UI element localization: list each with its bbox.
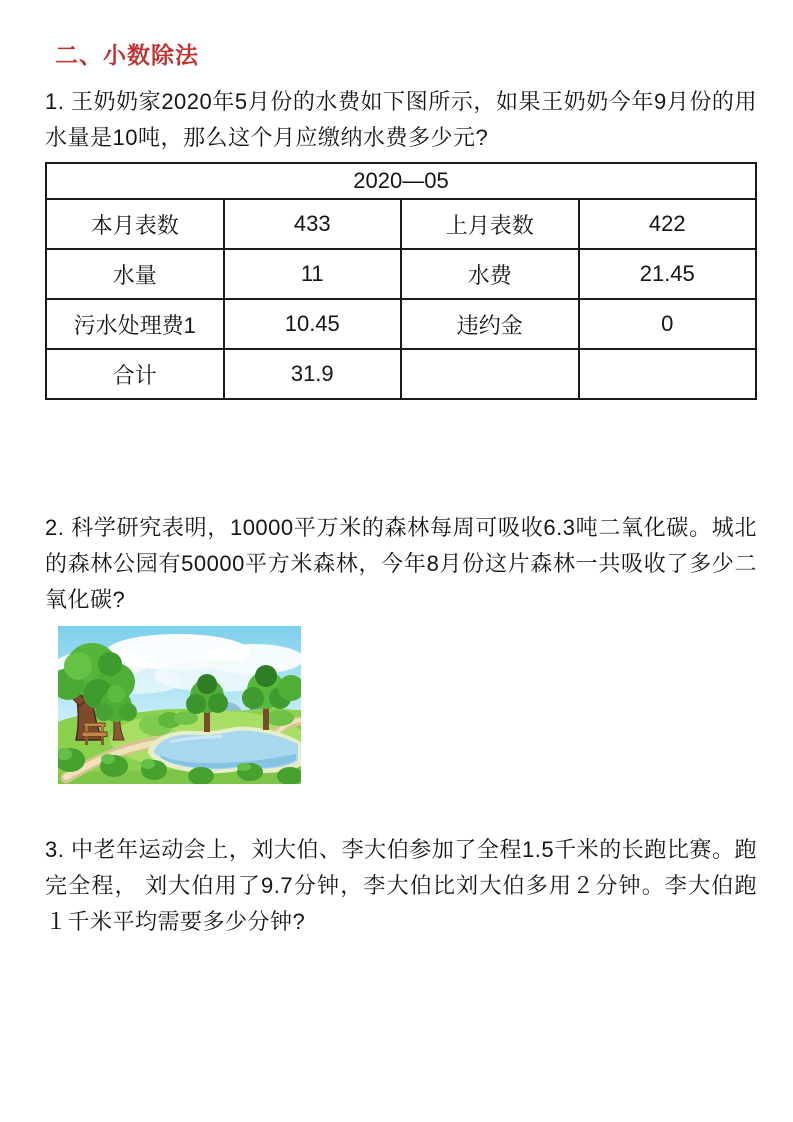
table-title: 2020—05 [46, 163, 756, 199]
table-cell-label: 违约金 [401, 299, 579, 349]
table-cell-value: 422 [579, 199, 757, 249]
park-illustration-svg [58, 626, 301, 784]
question-1-text: 1. 王奶奶家2020年5月份的水费如下图所示，如果王奶奶今年9月份的用水量是10吨，那么这个月应缴纳水费多少元? [45, 89, 757, 150]
table-cell-value: 10.45 [224, 299, 402, 349]
table-cell-label: 污水处理费1 [46, 299, 224, 349]
question-2-text: 2. 科学研究表明，10000平万米的森林每周可吸收6.3吨二氧化碳。城北的森林公园有50000平方米森林，今年8月份这片森林一共吸收了多少二氧化碳? [45, 515, 757, 612]
table-row [46, 349, 756, 399]
table-cell-value: 433 [224, 199, 402, 249]
table-cell-label: 水费 [401, 249, 579, 299]
table-cell-label: 本月表数 [46, 199, 224, 249]
table-cell-value: 0 [579, 299, 757, 349]
table-cell-value: 21.45 [579, 249, 757, 299]
table-cell-value: 31.9 [224, 349, 402, 399]
table-cell-empty [401, 349, 579, 399]
table-cell-empty [579, 349, 757, 399]
park-pond [148, 727, 301, 774]
question-3-text: 3. 中老年运动会上，刘大伯、李大伯参加了全程1.5千米的长跑比赛。跑完全程， 刘大伯用了9.7分钟，李大伯比刘大伯多用２分钟。李大伯跑１千米平均需要多少分钟? [45, 837, 757, 934]
table-row [46, 199, 756, 249]
table-cell-label: 合计 [46, 349, 224, 399]
table-row [46, 249, 756, 299]
table-cell-value: 11 [224, 249, 402, 299]
water-bill-table [45, 162, 757, 400]
park-illustration [58, 626, 301, 784]
section-heading: 二、小数除法 [55, 42, 199, 68]
table-cell-label: 上月表数 [401, 199, 579, 249]
table-cell-label: 水量 [46, 249, 224, 299]
table-title-row [46, 163, 756, 199]
table-row [46, 299, 756, 349]
